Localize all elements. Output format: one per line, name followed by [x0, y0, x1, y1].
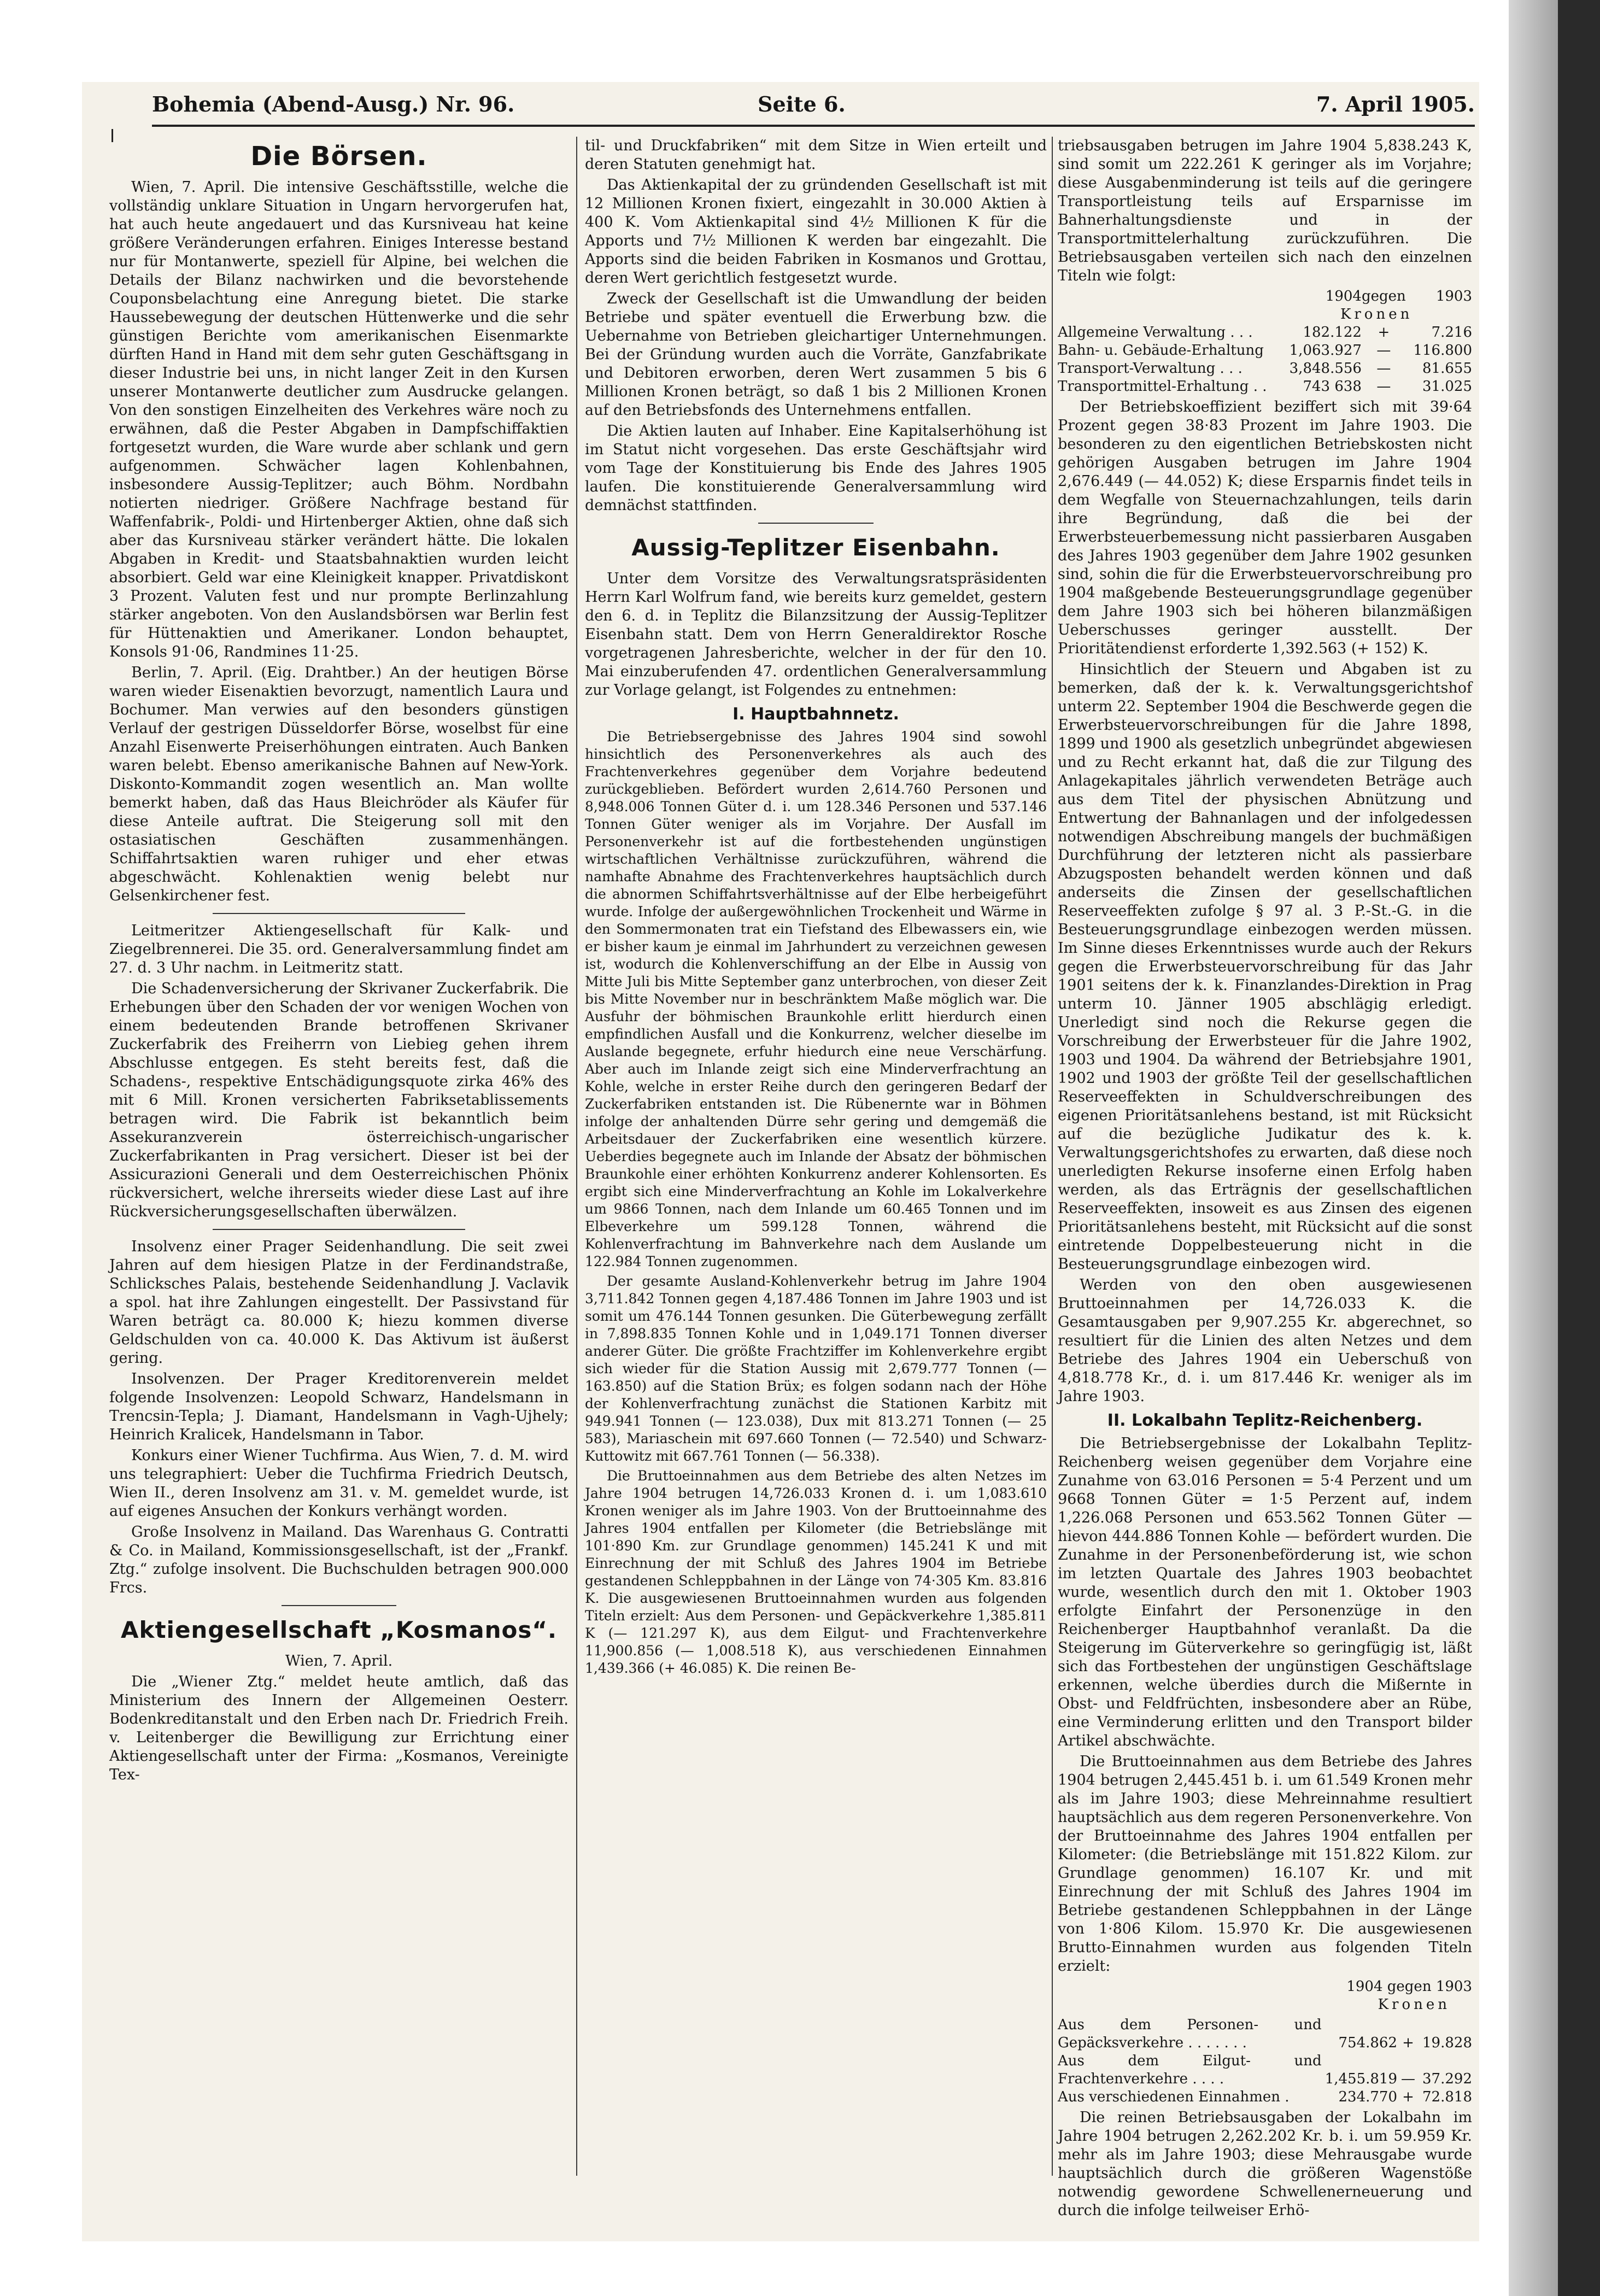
row-sign: +	[1402, 2089, 1414, 2105]
separator	[282, 1605, 396, 1606]
row-label: Aus verschiedenen Einnahmen .	[1058, 2089, 1290, 2105]
article-kosmanos-shares: Die Aktien lauten auf Inhaber. Eine Kapitalserhöhung ist im Statut nicht vorgesehen. Das erste Geschäftsjahr wird vom Tage der Konstituierung bis Ende des Jahres 1905 laufen. Die konstituierende Generalversammlung wird demnächst stattfinden.	[585, 423, 1047, 514]
row-change: 7.216	[1431, 324, 1472, 341]
article-lokalbahn-results: Die Betriebsergebnisse der Lokalbahn Teplitz-Reichenberg weisen gegenüber dem Vorjahre eine Zunahme von 63.016 Personen = 5·4 Perzent und um 9668 Tonnen Güter = 1·5 Perzent auf, indem 1,226.068 Personen und 653.562 Tonnen Güter — hievon 444.886 Tonnen Kohle — befördert wurden. Die Zunahme in der Personenbeförderung ist, wie schon im letzten Quartale des Jahres 1903 beobachtet wurde, wesentlich durch den mit 1. Oktober 1903 erfolgte Einfahrt der Personenzüge in den Reichenberger Hauptbahnhof veranlaßt. Da die Steigerung im Güterverkehre so geringfügig ist, läßt sich das Fortbestehen der ungünstigen Geschäftslage erkennen, welche überdies durch die Mißernte in Obst- und Feldfrüchten, insbesondere aber an Rübe, eine Verminderung erlitten und den Transport bilder Artikel abschwächte.	[1058, 1435, 1472, 1749]
table-header-year: 1903	[1435, 288, 1472, 304]
row-value: 234.770	[1338, 2089, 1398, 2105]
table-header-row	[1058, 288, 1472, 306]
article-wien: Wien, 7. April. Die intensive Geschäftsstille, welche die vollständig unklare Situation in Ungarn hervorgerufen hat, hat auch heute angedauert und das Kursniveau hat keine größere Veränderungen erfahren. Einiges Interesse bestand nur für Montanwerte, speziell für Alpine, bei welchen die Details der Bilanz nachwirken und die bevorstehende Couponsbelachtung eine Anregung bietet. Die starke Haussebewegung der deutschen Hüttenwerke und die sehr günstigen Berichte vom amerikanischen Eisenmarkte dürften Hand in Hand mit dem sehr guten Geschäftsgang in dieser Industrie bei uns, in nicht langer Zeit in den Kursen unserer Montanwerte deutlicher zum Ausdrucke gelangen. Von den sonstigen Einzelheiten des Verkehres wäre noch zu erwähnen, daß die Pester Abgaben in Dampfschiffaktien fortgesetzt wurden, die Ware wurde aber schlank und gern aufgenommen. Schwächer lagen Kohlenbahnen, insbesondere Aussig-Teplitzer; auch Böhm. Nordbahn notierten niedriger. Größere Nachfrage bestand für Waffenfabrik-, Poldi- und Hirtenberger Aktien, ohne daß sich aber das Kursniveau stärker verändert hätte. Die lokalen Abgaben in Kredit- und Staatsbahnaktien wurden leicht absorbiert. Geld war eine Kleinigkeit knapper. Privatdiskont 3 Prozent. Valuten fest und nur prompte Berlinzahlung stärker angeboten. Von den Auslandsbörsen war Berlin fest für Hüttenaktien und Amerikaner. London behauptet, Konsols 91·06, Randmines 11·25.	[109, 179, 569, 660]
row-sign: —	[1376, 378, 1391, 395]
dateline: Wien, 7. April.	[285, 1653, 393, 1670]
header-date: 7. April 1905.	[1316, 92, 1475, 116]
row-value: 1,455.819	[1324, 2071, 1398, 2087]
row-change: 72.818	[1422, 2089, 1472, 2105]
row-label: Aus dem Personen- und Gepäcksverkehre . . . . . . .	[1058, 2017, 1322, 2051]
separator	[213, 1229, 465, 1230]
article-coefficient: Der Betriebskoeffizient beziffert sich mit 39·64 Prozent gegen 38·83 Prozent im Jahre 1903. Die besonderen zu den eigentlichen Betriebskosten nicht gehörigen Ausgaben betrugen im Jahre 1904 2,676.449 (— 44.052) K; diese Ersparnis findet teils in dem Wegfalle von Steuernachzahlungen, teils darin ihre Begründung, daß die bei der Erwerbsteuerbemessung nicht passierbaren Ausgaben des Jahres 1903 gegenüber dem Jahre 1902 gesunken sind, sohin die für die Erwerbsteuervorschreibung pro 1904 maßgebende Besteuerungsgrundlage gegenüber dem Jahre 1903 sich bei höheren bilanzmäßigen Ueberschusses geringer ausstellt. Der Prioritätendienst erforderte 1,392.563 (+ 152) K.	[1058, 399, 1472, 657]
article-taxes: Hinsichtlich der Steuern und Abgaben ist zu bemerken, daß der k. k. Verwaltungsgerichtshof unterm 22. September 1904 die Beschwerde gegen die Erwerbsteuervorschreibungen für die Jahre 1898, 1899 und 1900 als gesetzlich unbegründet abgewiesen und zu Recht erkannt hat, daß die zur Tilgung des Anlagekapitales jährlich verwendeten Beträge auch aus dem Titel der physischen Abnützung und Entwertung der Bahnanlagen und der infolgedessen notwendigen Abschreibung mangels der buchmäßigen Durchführung der letzteren nicht als passierbare Abzugsposten behandelt werden können und daß anderseits die Zinsen der gesellschaftlichen Reserveeffekten zufolge § 97 al. 3 P.-St.-G. in die Besteuerungsgrundlage einbezogen werden müssen. Im Sinne dieses Erkenntnisses wurde auch der Rekurs gegen die Erwerbsteuervorschreibung für das Jahr 1901 seitens der k. k. Finanzlandes-Direktion in Prag unterm 10. Jänner 1905 abschlägig erledigt. Unerledigt sind noch die Rekurse gegen die Vorschreibung der Erwerbsteuer für die Jahre 1902, 1903 und 1904. Da während der Betriebsjahre 1901, 1902 und 1903 der größte Teil der gesellschaftlichen Reserveeffekten in Schuldverschreibungen des eigenen Prioritätsanlehens bestand, ist mit Rücksicht auf die bezügliche Judikatur des k. k. Verwaltungsgerichtshofes zu erwarten, daß diese noch unerledigten Rekurse insoferne einen Erfolg haben werden, als das Erträgnis der gesellschaftlichen Reserveeffekten, insoweit es aus Zinsen des eigenen Prioritätsanlehens besteht, mit Rücksicht auf die sonst eintretende Doppelbesteuerung nicht in die Besteuerungsgrundlage einbezogen wird.	[1058, 661, 1472, 1273]
section-title-boersen: Die Börsen.	[250, 141, 427, 172]
article-hauptbahn-revenue: Die Bruttoeinnahmen aus dem Betriebe des alten Netzes im Jahre 1904 betrugen 14,726.033 Kronen d. i. um 1,083.610 Kronen weniger als im Jahre 1903. Von der Bruttoeinnahme des Jahres 1904 entfallen per Kilometer (die Betriebslänge mit 101·890 Km. zur Grundlage genommen) 145.241 K und mit Einrechnung der mit Schluß des Jahres 1904 im Betriebe gestandenen Schleppbahnen in der Länge von 74·305 Km. 83.816 K. Die ausgewiesenen Bruttoeinnahmen wurden aus folgenden Titeln erzielt: Aus dem Personen- und Gepäckverkehre 1,385.811 K (— 121.297 K), aus dem Eilgut- und Frachtenverkehre 11,900.856 (— 1,008.518 K), aus verschiedenen Einnahmen 1,439.366 (+ 46.085) K. Die reinen Be-	[585, 1468, 1047, 1676]
column-3	[1058, 137, 1472, 2219]
notice-mailand: Große Insolvenz in Mailand. Das Warenhaus G. Contratti & Co. in Mailand, Kommissionsgesellschaft, ist der „Frankf. Ztg.“ zufolge insolvent. Die Buchschulden betragen 900.000 Frcs.	[109, 1524, 569, 1596]
row-label: Aus dem Eilgut- und Frachtenverkehre . . . .	[1058, 2053, 1322, 2087]
subheading-hauptbahnnetz: I. Hauptbahnnetz.	[732, 705, 899, 724]
row-sign: +	[1402, 2035, 1414, 2051]
table-row	[1058, 360, 1472, 378]
row-value: 754.862	[1338, 2035, 1398, 2051]
separator	[213, 913, 465, 914]
table-row	[1058, 378, 1472, 396]
expense-table	[1058, 288, 1472, 396]
article-hauptbahn-coal: Der gesamte Ausland-Kohlenverkehr betrug im Jahre 1904 3,711.842 Tonnen gegen 4,187.486 Tonnen im Jahre 1903 und ist somit um 476.144 Tonnen gesunken. Die Güterbewegung zerfällt in 7,898.835 Tonnen Kohle und in 1,049.171 Tonnen diverser anderer Güter. Die größte Frachtziffer im Kohlenverkehre ergibt sich wieder für die Station Aussig mit 2,679.777 Tonnen (— 163.850) auf die Station Brüx; es folgen sodann nach der Höhe der Kohlenverfrachtung zunächst die Stationen Karbitz mit 949.941 Tonnen (— 123.038), Dux mit 813.271 Tonnen (— 25 583), Mariaschein mit 697.660 Tonnen (— 72.540) und Schwarz-Kuttowitz mit 667.761 Tonnen (— 56.338).	[585, 1273, 1047, 1464]
table-header-gegen: gegen	[1361, 288, 1406, 304]
row-change: 116.800	[1413, 342, 1472, 359]
row-label: Bahn- u. Gebäude-Erhaltung	[1058, 342, 1264, 359]
header-publication: Bohemia (Abend-Ausg.) Nr. 96.	[152, 92, 515, 116]
article-kosmanos-capital: Das Aktienkapital der zu gründenden Gesellschaft ist mit 12 Millionen Kronen fixiert, eingezahlt in 30.000 Aktien à 400 K. Vom Aktienkapital sind 4½ Millionen K für die Apports und 7½ Millionen K werden bar eingezahlt. Die Apports sind die beiden Fabriken in Kosmanos und Grottau, deren Wert gerichtlich festgesetzt wurde.	[585, 177, 1047, 286]
section-title-aussig: Aussig-Teplitzer Eisenbahn.	[631, 534, 1000, 561]
row-value: 3,848.556	[1289, 360, 1362, 377]
article-berlin: Berlin, 7. April. (Eig. Drahtber.) An der heutigen Börse waren wieder Eisenaktien bevorzugt, namentlich Laura und Bochumer. Man verwies auf den besonders günstigen Verlauf der gestrigen Düsseldorfer Börse, woselbst für eine Anzahl Eisenwerte Preiserhöhungen eintraten. Auch Banken waren belebt. Ebenso amerikanische Bahnen auf New-York. Diskonto-Kommandit zogen wesentlich an. Man wollte bemerkt haben, daß das Haus Bleichröder als Käufer für diese Anteile auftrat. Die Steigerung soll mit den ostasiatischen Geschäften zusammenhängen. Schiffahrtsaktien waren ruhiger und eher etwas abgeschwächt. Kohlenaktien wenig belebt nur Gelsenkirchener fest.	[109, 664, 569, 904]
column-2	[585, 137, 1047, 2176]
row-sign: —	[1376, 342, 1391, 359]
row-value: 743 638	[1303, 378, 1362, 395]
scan-edge-dark	[1558, 0, 1600, 2296]
table-unit-row	[1058, 306, 1472, 324]
table-header-year: 1904	[1325, 288, 1362, 304]
article-surplus: Werden von den oben ausgewiesenen Bruttoeinnahmen per 14,726.033 K. die Gesamtausgaben per 9,907.255 Kr. abgerechnet, so resultiert für die Linien des alten Netzes und dem Betriebe des Jahres 1904 ein Ueberschuß von 4,818.778 Kr., d. i. um 817.446 Kr. weniger als im Jahre 1903.	[1058, 1276, 1472, 1405]
table-row	[1058, 2088, 1472, 2106]
row-sign: +	[1378, 324, 1390, 341]
article-kosmanos: Die „Wiener Ztg.“ meldet heute amtlich, daß das Ministerium des Innern der Allgemeinen Oesterr. Bodenkreditanstalt und den Erben nach Dr. Friedrich Freih. v. Leitenberger die Bewilligung zur Errichtung einer Aktiengesellschaft unter der Firma: „Kosmanos, Vereinigte Tex-	[109, 1673, 569, 1783]
row-sign: —	[1401, 2071, 1416, 2087]
table2-unit: Kronen	[1378, 1996, 1450, 2013]
article-hauptbahn-results: Die Betriebsergebnisse des Jahres 1904 sind sowohl hinsichtlich des Personenverkehres als auch des Frachtenverkehres gegenüber dem Vorjahre bedeutend zurückgeblieben. Befördert wurden 2,614.760 Personen und 8,948.006 Tonnen Güter d. i. um 128.346 Personen und 537.146 Tonnen Güter weniger als im Vorjahre. Der Ausfall im Personenverkehr ist auf die fortbestehenden ungünstigen wirtschaftlichen Verhältnisse zurückzuführen, während die namhafte Abnahme des Frachtenverkehres hauptsächlich durch die abnormen Schiffahrtsverhältnisse auf der Elbe herbeigeführt wurde. Infolge der außergewöhnlichen Trockenheit und Wärme in den Sommermonaten trat ein Tiefstand des Elbewassers ein, wie er bisher kaum je einmal im Jahrhundert zu verzeichnen gewesen ist, wodurch die Kohlenverschiffung an der Elbe in Aussig von Mitte Juli bis Mitte September ganz unterbrochen, von dieser Zeit bis Mitte November nur in beschränktem Maße möglich war. Die Ausfuhr der böhmischen Braunkohle erlitt hierdurch einen empfindlichen Ausfall und die Konkurrenz, welcher dieselbe im Auslande begegnete, erfuhr hiedurch eine neue Verschärfung. Aber auch im Inlande zeigt sich eine Minderverfrachtung an Kohle, welche in erster Reihe durch den geringeren Bedarf der Zuckerfabriken entstanden ist. Die Rübenernte war in Böhmen infolge der anhaltenden Dürre sehr gering und demgemäß die Arbeitsdauer der Zuckerfabriken eine wesentlich kürzere. Ueberdies begegnete auch im Inlande der Absatz der böhmischen Braunkohle einer erhöhten Konkurrenz anderer Kohlensorten. Es ergibt sich eine Minderverfrachtung an Kohle im Lokalverkehre um 9866 Tonnen, nach dem Inlande um 60.465 Tonnen und im Elbeverkehre um 599.128 Tonnen, während die Kohlenverfrachtung im Bahnverkehre nach dem Auslande um 122.984 Tonnen zugenommen.	[585, 729, 1047, 1269]
subheading-lokalbahn: II. Lokalbahn Teplitz-Reichenberg.	[1107, 1411, 1423, 1430]
table2-years: 1904 gegen 1903	[1346, 1978, 1472, 1995]
row-value: 182.122	[1303, 324, 1362, 341]
notice-insolvenzen: Insolvenzen. Der Prager Kreditorenverein meldet folgende Insolvenzen: Leopold Schwarz, Handelsmann in Trencsin-Tepla; J. Diamant, Handelsmann in Vagh-Ujhely; Heinrich Kralicek, Handelsmann in Tabor.	[109, 1370, 569, 1443]
article-lokalbahn-revenue: Die Bruttoeinnahmen aus dem Betriebe des Jahres 1904 betrugen 2,445.451 b. i. um 61.549 Kronen mehr als im Jahre 1903; diese Mehreinnahme resultiert hauptsächlich aus dem regeren Personenverkehre. Von der Bruttoeinnahme des Jahres 1904 entfallen per Kilometer: (die Betriebslänge mit 151.822 Kilom. zur Grundlage genommen) 16.107 Kr. und mit Einrechnung der mit Schluß des Jahres 1904 im Betriebe gestandenen Schleppbahnen in der Länge von 1·806 Kilom. 15.970 Kr. Die ausgewiesenen Brutto-Einnahmen wurden aus folgenden Titeln erzielt:	[1058, 1753, 1472, 1975]
row-change: 31.025	[1422, 378, 1472, 395]
table2-header	[1058, 1978, 1472, 2014]
row-value: 1,063.927	[1289, 342, 1362, 359]
header-page-number: Seite 6.	[758, 92, 846, 116]
notice-tuchfirma: Konkurs einer Wiener Tuchfirma. Aus Wien, 7. d. M. wird uns telegraphiert: Ueber die Tuchfirma Friedrich Deutsch, Wien II., deren Insolvenz am 31. v. M. gemeldet wurde, ist auf eigenes Ansuchen der Konkurs verhängt worden.	[109, 1447, 569, 1520]
table-unit: Kronen	[1340, 306, 1413, 323]
notice-seidenhandlung: Insolvenz einer Prager Seidenhandlung. Die seit zwei Jahren auf dem hiesigen Platze in der Ferdinandstraße, Schlicksches Palais, bestehende Seidenhandlung J. Vaclavik a spol. hat ihre Zahlungen eingestellt. Der Passivstand für Waren beträgt ca. 80.000 K; hiezu kommen diverse Geldschulden von ca. 40.000 K. Das Aktivum ist äußerst gering.	[109, 1238, 569, 1367]
article-kosmanos-continued: til- und Druckfabriken“ mit dem Sitze in Wien erteilt und deren Statuten genehmigt hat.	[585, 137, 1047, 173]
table-row	[1058, 2016, 1472, 2052]
revenue-table	[1058, 2016, 1472, 2106]
row-change: 19.828	[1422, 2035, 1472, 2051]
separator	[758, 523, 874, 524]
row-label: Transport-Verwaltung . . .	[1058, 360, 1243, 377]
article-kosmanos-purpose: Zweck der Gesellschaft ist die Umwandlung der beiden Betriebe und später eventuell die Erwerbung bzw. die Uebernahme von Betrieben gleichartiger Unternehmungen. Bei der Gründung wurden auch die Vorräte, Ganzfabrikate und Debitoren erworben, deren Wert zusammen 5 bis 6 Millionen Kronen beträgt, so daß 1 bis 2 Millionen Kronen auf den Betriebsfonds des Unternehmens entfallen.	[585, 290, 1047, 419]
notice-skrivan: Die Schadenversicherung der Skrivaner Zuckerfabrik. Die Erhebungen über den Schaden der vor wenigen Wochen von einem bedeutenden Brande betroffenen Skrivaner Zuckerfabrik des Freiherrn von Liebieg gehen ihrem Abschlusse entgegen. Es steht bereits fest, daß die Schadens-, respektive Entschädigungsquote zirka 46% des mit 6 Mill. Kronen versicherten Fabriksetablissements betragen wird. Die Fabrik ist bekanntlich beim Assekuranzverein österreichisch-ungarischer Zuckerfabrikanten in Prag versichert. Dieser ist bei der Assicurazioni Generali und dem Oesterreichischen Phönix rückversichert, welche ihrerseits wieder diese Last auf ihre Rückversicherungsgesellschaften überwälzen.	[109, 980, 569, 1220]
row-change: 81.655	[1422, 360, 1472, 377]
row-label: Allgemeine Verwaltung . . .	[1058, 324, 1253, 341]
row-sign: —	[1376, 360, 1391, 377]
column-rule	[1052, 137, 1053, 2176]
page-header	[152, 92, 1475, 127]
table-row	[1058, 342, 1472, 360]
table-row	[1058, 2052, 1472, 2088]
section-title-kosmanos: Aktiengesellschaft „Kosmanos“.	[121, 1616, 557, 1643]
column-rule	[576, 137, 577, 2176]
table-row	[1058, 324, 1472, 342]
notice-leitmeritz: Leitmeritzer Aktiengesellschaft für Kalk- und Ziegelbrennerei. Die 35. ord. Generalversammlung findet am 27. d. 3 Uhr nachm. in Leitmeritz statt.	[109, 922, 569, 976]
column-1	[109, 137, 569, 2176]
article-lokalbahn-expenses: Die reinen Betriebsausgaben der Lokalbahn im Jahre 1904 betrugen 2,262.202 Kr. b. i. um 59.959 Kr. mehr als im Jahre 1903; diese Mehrausgabe wurde hauptsächlich durch die größeren Wagenstöße notwendig gewordene Schwellenerneuerung und durch die infolge teilweiser Erhö-	[1058, 2109, 1472, 2219]
article-expenses: triebsausgaben betrugen im Jahre 1904 5,838.243 K, sind somit um 222.261 K geringer als im Vorjahre; diese Ausgabenminderung ist teils auf die geringere Transportleistung teils auf Ersparnisse im Bahnerhaltungsdienste und in der Transportmittelerhaltung zurückzuführen. Die Betriebsausgaben verteilen sich nach den einzelnen Titeln wie folgt:	[1058, 137, 1472, 284]
row-label: Transportmittel-Erhaltung . .	[1058, 378, 1267, 395]
article-aussig-intro: Unter dem Vorsitze des Verwaltungsratspräsidenten Herrn Karl Wolfrum fand, wie bereits kurz gemeldet, gestern den 6. d. in Teplitz die Bilanzsitzung der Aussig-Teplitzer Eisenbahn statt. Dem von Herrn Generaldirektor Rosche vorgetragenen Jahresberichte, welcher in der für den 10. Mai einzuberufenden 47. ordentlichen Generalversammlung zur Vorlage gelangt, ist Folgendes zu entnehmen:	[585, 570, 1047, 699]
row-change: 37.292	[1422, 2071, 1472, 2087]
